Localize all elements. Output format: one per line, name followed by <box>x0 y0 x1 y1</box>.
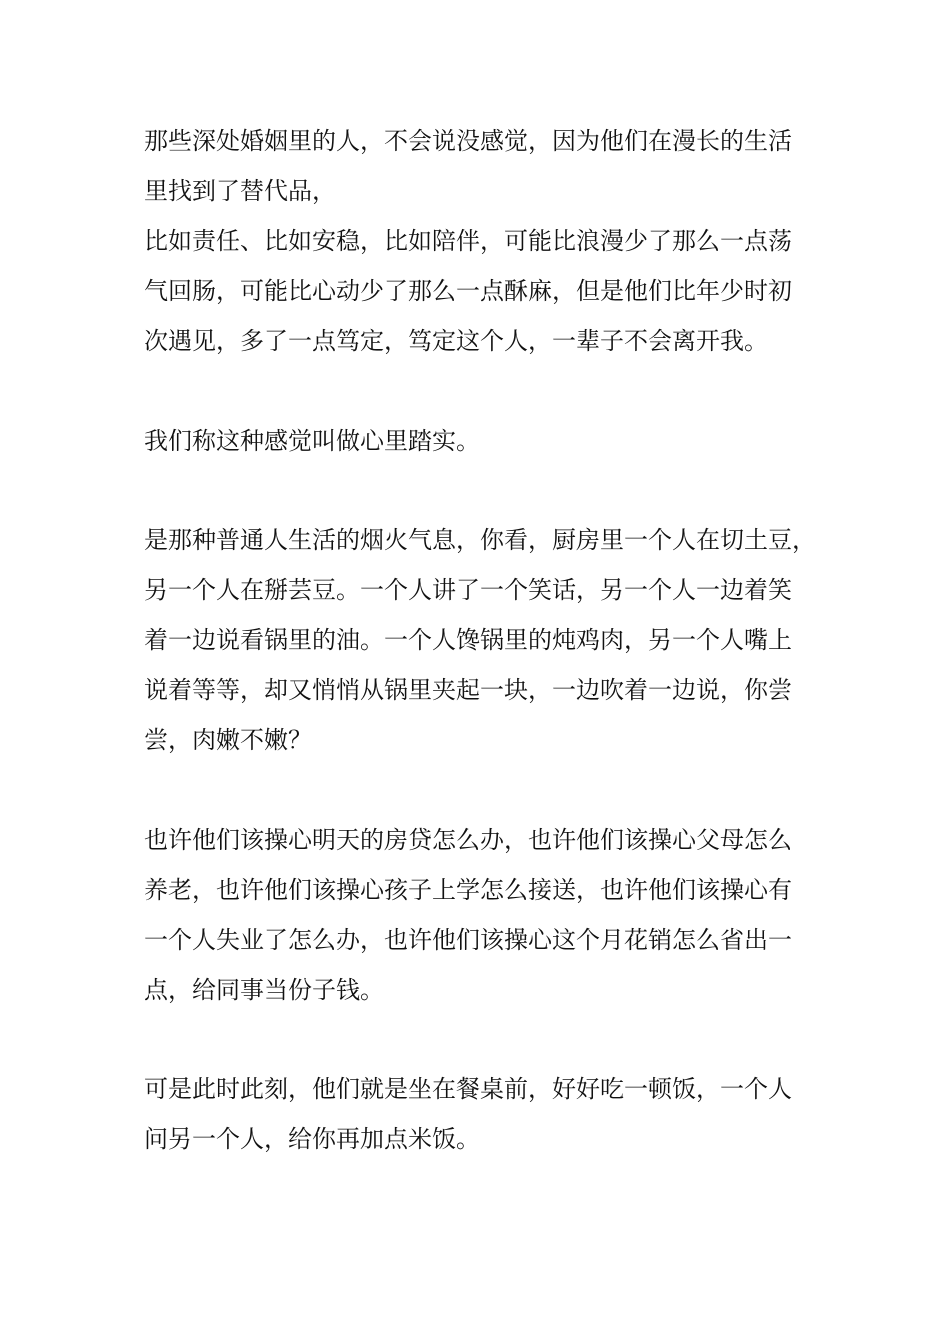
paragraph-line: 一个人失业了怎么办，也许他们该操心这个月花销怎么省出一 <box>144 926 792 954</box>
paragraph-1 <box>144 116 814 366</box>
paragraph-line: 那些深处婚姻里的人，不会说没感觉，因为他们在漫长的生活 <box>144 127 792 155</box>
paragraph-line: 着一边说看锅里的油。一个人馋锅里的炖鸡肉，另一个人嘴上 <box>144 626 792 654</box>
paragraph-5 <box>144 1064 814 1164</box>
paragraph-line: 里找到了替代品， <box>144 177 336 205</box>
paragraph-line: 气回肠，可能比心动少了那么一点酥麻，但是他们比年少时初 <box>144 277 792 305</box>
paragraph-line: 比如责任、比如安稳，比如陪伴，可能比浪漫少了那么一点荡 <box>144 227 792 255</box>
paragraph-line: 我们称这种感觉叫做心里踏实。 <box>144 427 480 455</box>
paragraph-line: 可是此时此刻，他们就是坐在餐桌前，好好吃一顿饭，一个人 <box>144 1075 792 1103</box>
paragraph-line: 养老，也许他们该操心孩子上学怎么接送，也许他们该操心有 <box>144 876 792 904</box>
paragraph-line: 另一个人在掰芸豆。一个人讲了一个笑话，另一个人一边着笑 <box>144 576 792 604</box>
paragraph-line: 是那种普通人生活的烟火气息，你看，厨房里一个人在切土豆， <box>144 526 816 554</box>
paragraph-line: 尝，肉嫩不嫩？ <box>144 726 312 754</box>
paragraph-line: 也许他们该操心明天的房贷怎么办，也许他们该操心父母怎么 <box>144 826 792 854</box>
paragraph-2 <box>144 416 814 466</box>
paragraph-line: 点，给同事当份子钱。 <box>144 976 384 1004</box>
paragraph-line: 次遇见，多了一点笃定，笃定这个人，一辈子不会离开我。 <box>144 327 768 355</box>
paragraph-line: 说着等等，却又悄悄从锅里夹起一块，一边吹着一边说，你尝 <box>144 676 792 704</box>
paragraph-line: 问另一个人，给你再加点米饭。 <box>144 1125 480 1153</box>
paragraph-4 <box>144 815 814 1015</box>
paragraph-3 <box>144 515 814 765</box>
